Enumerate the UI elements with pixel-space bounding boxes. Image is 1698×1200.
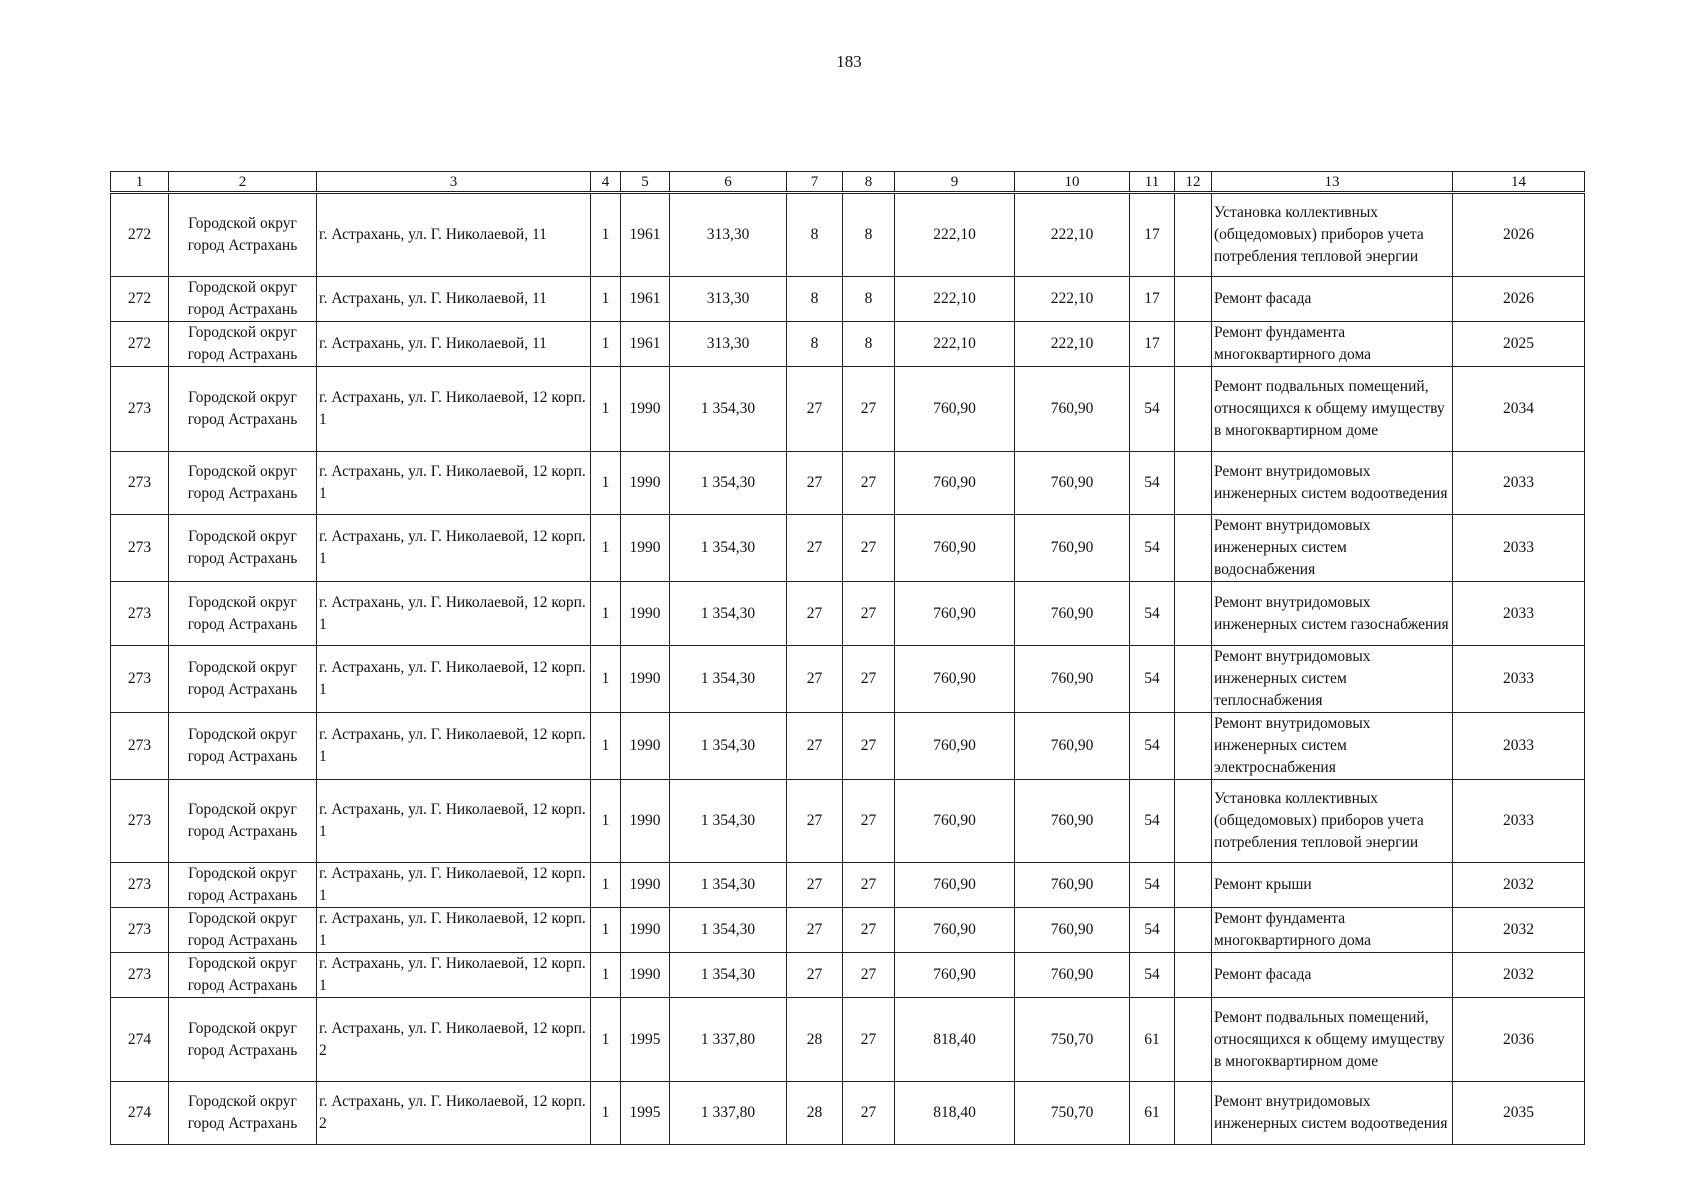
cell-col-11: 54	[1130, 953, 1175, 998]
cell-work-type: Ремонт внутридомовых инженерных систем теплоснабжения	[1212, 646, 1453, 713]
cell-row-number: 273	[111, 863, 169, 908]
cell-col-4: 1	[591, 277, 621, 322]
cell-col-11: 54	[1130, 780, 1175, 863]
cell-col-4: 1	[591, 713, 621, 780]
cell-col-7: 28	[787, 998, 843, 1082]
cell-col-4: 1	[591, 322, 621, 367]
cell-planned-year: 2034	[1453, 367, 1585, 452]
cell-work-type: Ремонт фундамента многоквартирного дома	[1212, 322, 1453, 367]
table-body	[111, 193, 1585, 1145]
cell-row-number: 273	[111, 582, 169, 646]
cell-col-12	[1175, 582, 1212, 646]
cell-planned-year: 2032	[1453, 953, 1585, 998]
cell-address: г. Астрахань, ул. Г. Николаевой, 11	[317, 322, 591, 367]
cell-col-4: 1	[591, 367, 621, 452]
cell-planned-year: 2033	[1453, 582, 1585, 646]
cell-address: г. Астрахань, ул. Г. Николаевой, 11	[317, 277, 591, 322]
cell-col-11: 61	[1130, 1082, 1175, 1145]
cell-row-number: 272	[111, 193, 169, 277]
cell-col-12	[1175, 780, 1212, 863]
cell-col-9: 222,10	[895, 277, 1015, 322]
cell-col-10: 760,90	[1015, 646, 1130, 713]
cell-col-12	[1175, 1082, 1212, 1145]
cell-col-4: 1	[591, 646, 621, 713]
cell-col-7: 28	[787, 1082, 843, 1145]
column-number: 6	[670, 172, 787, 193]
cell-col-9: 222,10	[895, 193, 1015, 277]
page-number: 183	[836, 52, 862, 71]
cell-area: 1 354,30	[670, 713, 787, 780]
cell-work-type: Ремонт внутридомовых инженерных систем водоотведения	[1212, 452, 1453, 515]
cell-area: 313,30	[670, 322, 787, 367]
cell-area: 1 354,30	[670, 953, 787, 998]
cell-municipality: Городской округ город Астрахань	[169, 277, 317, 322]
cell-col-11: 54	[1130, 582, 1175, 646]
cell-address: г. Астрахань, ул. Г. Николаевой, 12 корп. 1	[317, 582, 591, 646]
cell-address: г. Астрахань, ул. Г. Николаевой, 12 корп. 1	[317, 908, 591, 953]
cell-year: 1961	[621, 193, 670, 277]
cell-area: 1 337,80	[670, 1082, 787, 1145]
table-row	[111, 713, 1585, 780]
cell-row-number: 273	[111, 452, 169, 515]
cell-row-number: 274	[111, 998, 169, 1082]
cell-address: г. Астрахань, ул. Г. Николаевой, 12 корп. 1	[317, 713, 591, 780]
cell-work-type: Ремонт фундамента многоквартирного дома	[1212, 908, 1453, 953]
cell-row-number: 273	[111, 713, 169, 780]
cell-col-4: 1	[591, 452, 621, 515]
cell-col-9: 760,90	[895, 452, 1015, 515]
cell-col-4: 1	[591, 863, 621, 908]
table-row	[111, 515, 1585, 582]
cell-municipality: Городской округ город Астрахань	[169, 780, 317, 863]
cell-col-10: 760,90	[1015, 953, 1130, 998]
cell-col-12	[1175, 713, 1212, 780]
cell-work-type: Ремонт фасада	[1212, 277, 1453, 322]
cell-area: 1 354,30	[670, 646, 787, 713]
cell-municipality: Городской округ город Астрахань	[169, 646, 317, 713]
cell-address: г. Астрахань, ул. Г. Николаевой, 12 корп. 1	[317, 780, 591, 863]
cell-col-8: 27	[843, 780, 895, 863]
cell-col-7: 27	[787, 367, 843, 452]
cell-area: 1 354,30	[670, 863, 787, 908]
cell-col-9: 818,40	[895, 1082, 1015, 1145]
cell-col-9: 760,90	[895, 863, 1015, 908]
cell-col-11: 54	[1130, 908, 1175, 953]
cell-col-10: 750,70	[1015, 1082, 1130, 1145]
cell-year: 1990	[621, 582, 670, 646]
column-number: 11	[1130, 172, 1175, 193]
cell-col-11: 54	[1130, 515, 1175, 582]
cell-address: г. Астрахань, ул. Г. Николаевой, 12 корп. 1	[317, 367, 591, 452]
table-row	[111, 646, 1585, 713]
cell-col-10: 760,90	[1015, 863, 1130, 908]
cell-municipality: Городской округ город Астрахань	[169, 452, 317, 515]
cell-address: г. Астрахань, ул. Г. Николаевой, 12 корп. 2	[317, 1082, 591, 1145]
cell-area: 313,30	[670, 277, 787, 322]
cell-year: 1990	[621, 713, 670, 780]
cell-row-number: 274	[111, 1082, 169, 1145]
cell-col-7: 8	[787, 193, 843, 277]
cell-planned-year: 2026	[1453, 277, 1585, 322]
cell-col-8: 27	[843, 515, 895, 582]
cell-row-number: 273	[111, 515, 169, 582]
column-number: 14	[1453, 172, 1585, 193]
cell-col-4: 1	[591, 1082, 621, 1145]
cell-year: 1990	[621, 953, 670, 998]
cell-year: 1990	[621, 367, 670, 452]
cell-work-type: Ремонт внутридомовых инженерных систем водоотведения	[1212, 1082, 1453, 1145]
column-number: 9	[895, 172, 1015, 193]
table-row	[111, 863, 1585, 908]
cell-area: 1 354,30	[670, 452, 787, 515]
cell-planned-year: 2032	[1453, 908, 1585, 953]
cell-col-12	[1175, 193, 1212, 277]
cell-municipality: Городской округ город Астрахань	[169, 367, 317, 452]
cell-col-11: 54	[1130, 863, 1175, 908]
column-number: 2	[169, 172, 317, 193]
cell-work-type: Ремонт внутридомовых инженерных систем газоснабжения	[1212, 582, 1453, 646]
cell-col-8: 27	[843, 582, 895, 646]
cell-row-number: 272	[111, 322, 169, 367]
column-number: 10	[1015, 172, 1130, 193]
cell-col-7: 27	[787, 582, 843, 646]
cell-col-12	[1175, 908, 1212, 953]
cell-col-8: 27	[843, 863, 895, 908]
cell-col-4: 1	[591, 908, 621, 953]
cell-planned-year: 2025	[1453, 322, 1585, 367]
table-row	[111, 1082, 1585, 1145]
cell-col-8: 27	[843, 367, 895, 452]
column-number: 12	[1175, 172, 1212, 193]
cell-year: 1995	[621, 998, 670, 1082]
cell-col-8: 27	[843, 646, 895, 713]
cell-col-10: 760,90	[1015, 780, 1130, 863]
cell-col-7: 27	[787, 713, 843, 780]
cell-planned-year: 2035	[1453, 1082, 1585, 1145]
cell-col-9: 760,90	[895, 367, 1015, 452]
cell-col-12	[1175, 998, 1212, 1082]
cell-col-9: 760,90	[895, 953, 1015, 998]
column-number: 7	[787, 172, 843, 193]
cell-area: 1 354,30	[670, 780, 787, 863]
cell-col-7: 27	[787, 863, 843, 908]
cell-planned-year: 2032	[1453, 863, 1585, 908]
cell-col-9: 760,90	[895, 780, 1015, 863]
table-row	[111, 998, 1585, 1082]
cell-col-11: 17	[1130, 322, 1175, 367]
column-number: 13	[1212, 172, 1453, 193]
cell-col-11: 17	[1130, 193, 1175, 277]
cell-col-7: 27	[787, 646, 843, 713]
cell-area: 313,30	[670, 193, 787, 277]
cell-row-number: 272	[111, 277, 169, 322]
table-row	[111, 582, 1585, 646]
cell-col-12	[1175, 863, 1212, 908]
cell-col-7: 27	[787, 953, 843, 998]
table-row	[111, 367, 1585, 452]
cell-col-4: 1	[591, 953, 621, 998]
cell-col-7: 27	[787, 780, 843, 863]
cell-address: г. Астрахань, ул. Г. Николаевой, 11	[317, 193, 591, 277]
cell-col-8: 8	[843, 322, 895, 367]
cell-col-11: 54	[1130, 646, 1175, 713]
cell-work-type: Ремонт фасада	[1212, 953, 1453, 998]
cell-year: 1990	[621, 780, 670, 863]
cell-address: г. Астрахань, ул. Г. Николаевой, 12 корп. 1	[317, 515, 591, 582]
cell-col-7: 8	[787, 277, 843, 322]
cell-col-8: 8	[843, 193, 895, 277]
table-row	[111, 277, 1585, 322]
cell-municipality: Городской округ город Астрахань	[169, 953, 317, 998]
cell-year: 1961	[621, 277, 670, 322]
cell-col-4: 1	[591, 582, 621, 646]
column-number: 1	[111, 172, 169, 193]
cell-col-11: 61	[1130, 998, 1175, 1082]
cell-col-7: 27	[787, 515, 843, 582]
cell-work-type: Установка коллективных (общедомовых) приборов учета потребления тепловой энергии	[1212, 780, 1453, 863]
cell-col-10: 222,10	[1015, 322, 1130, 367]
cell-year: 1990	[621, 863, 670, 908]
cell-col-11: 54	[1130, 452, 1175, 515]
cell-col-9: 760,90	[895, 646, 1015, 713]
column-number-row	[111, 172, 1585, 193]
table-row	[111, 953, 1585, 998]
cell-area: 1 354,30	[670, 908, 787, 953]
cell-col-8: 27	[843, 998, 895, 1082]
cell-col-11: 17	[1130, 277, 1175, 322]
cell-planned-year: 2026	[1453, 193, 1585, 277]
cell-municipality: Городской округ город Астрахань	[169, 713, 317, 780]
table-row	[111, 322, 1585, 367]
cell-col-9: 222,10	[895, 322, 1015, 367]
cell-address: г. Астрахань, ул. Г. Николаевой, 12 корп. 1	[317, 953, 591, 998]
column-number: 5	[621, 172, 670, 193]
cell-col-12	[1175, 953, 1212, 998]
cell-col-8: 8	[843, 277, 895, 322]
cell-planned-year: 2033	[1453, 780, 1585, 863]
cell-work-type: Установка коллективных (общедомовых) приборов учета потребления тепловой энергии	[1212, 193, 1453, 277]
cell-year: 1995	[621, 1082, 670, 1145]
cell-col-9: 760,90	[895, 713, 1015, 780]
cell-municipality: Городской округ город Астрахань	[169, 863, 317, 908]
cell-col-8: 27	[843, 908, 895, 953]
cell-col-8: 27	[843, 953, 895, 998]
cell-col-12	[1175, 452, 1212, 515]
cell-year: 1961	[621, 322, 670, 367]
cell-col-4: 1	[591, 515, 621, 582]
capital-repair-table	[110, 171, 1585, 1145]
cell-municipality: Городской округ город Астрахань	[169, 582, 317, 646]
cell-work-type: Ремонт внутридомовых инженерных систем электроснабжения	[1212, 713, 1453, 780]
cell-col-9: 760,90	[895, 515, 1015, 582]
cell-col-7: 27	[787, 908, 843, 953]
table-row	[111, 908, 1585, 953]
cell-address: г. Астрахань, ул. Г. Николаевой, 12 корп. 2	[317, 998, 591, 1082]
cell-col-7: 27	[787, 452, 843, 515]
cell-row-number: 273	[111, 367, 169, 452]
cell-area: 1 337,80	[670, 998, 787, 1082]
cell-planned-year: 2033	[1453, 713, 1585, 780]
cell-col-8: 27	[843, 713, 895, 780]
cell-row-number: 273	[111, 780, 169, 863]
cell-col-10: 760,90	[1015, 582, 1130, 646]
cell-col-9: 818,40	[895, 998, 1015, 1082]
cell-row-number: 273	[111, 908, 169, 953]
cell-planned-year: 2033	[1453, 646, 1585, 713]
cell-col-12	[1175, 515, 1212, 582]
cell-address: г. Астрахань, ул. Г. Николаевой, 12 корп. 1	[317, 452, 591, 515]
cell-col-10: 760,90	[1015, 908, 1130, 953]
cell-planned-year: 2033	[1453, 515, 1585, 582]
cell-work-type: Ремонт подвальных помещений, относящихся к общему имуществу в многоквартирном доме	[1212, 998, 1453, 1082]
cell-col-10: 760,90	[1015, 367, 1130, 452]
cell-municipality: Городской округ город Астрахань	[169, 322, 317, 367]
cell-municipality: Городской округ город Астрахань	[169, 193, 317, 277]
cell-col-12	[1175, 367, 1212, 452]
cell-planned-year: 2036	[1453, 998, 1585, 1082]
cell-col-11: 54	[1130, 713, 1175, 780]
cell-col-12	[1175, 646, 1212, 713]
cell-year: 1990	[621, 515, 670, 582]
cell-work-type: Ремонт крыши	[1212, 863, 1453, 908]
cell-area: 1 354,30	[670, 515, 787, 582]
cell-col-4: 1	[591, 780, 621, 863]
cell-row-number: 273	[111, 953, 169, 998]
cell-col-10: 760,90	[1015, 515, 1130, 582]
cell-col-10: 222,10	[1015, 193, 1130, 277]
cell-year: 1990	[621, 646, 670, 713]
cell-address: г. Астрахань, ул. Г. Николаевой, 12 корп. 1	[317, 646, 591, 713]
cell-address: г. Астрахань, ул. Г. Николаевой, 12 корп. 1	[317, 863, 591, 908]
column-number: 3	[317, 172, 591, 193]
cell-municipality: Городской округ город Астрахань	[169, 998, 317, 1082]
cell-col-9: 760,90	[895, 582, 1015, 646]
cell-municipality: Городской округ город Астрахань	[169, 908, 317, 953]
cell-work-type: Ремонт внутридомовых инженерных систем водоснабжения	[1212, 515, 1453, 582]
cell-col-12	[1175, 322, 1212, 367]
table-row	[111, 452, 1585, 515]
cell-col-9: 760,90	[895, 908, 1015, 953]
cell-planned-year: 2033	[1453, 452, 1585, 515]
cell-col-8: 27	[843, 452, 895, 515]
cell-col-12	[1175, 277, 1212, 322]
cell-municipality: Городской округ город Астрахань	[169, 1082, 317, 1145]
cell-year: 1990	[621, 452, 670, 515]
cell-col-11: 54	[1130, 367, 1175, 452]
column-number: 4	[591, 172, 621, 193]
cell-col-10: 222,10	[1015, 277, 1130, 322]
cell-col-4: 1	[591, 193, 621, 277]
cell-col-10: 760,90	[1015, 713, 1130, 780]
cell-col-10: 760,90	[1015, 452, 1130, 515]
table-row	[111, 193, 1585, 277]
cell-area: 1 354,30	[670, 582, 787, 646]
cell-work-type: Ремонт подвальных помещений, относящихся к общему имуществу в многоквартирном доме	[1212, 367, 1453, 452]
cell-municipality: Городской округ город Астрахань	[169, 515, 317, 582]
cell-col-10: 750,70	[1015, 998, 1130, 1082]
cell-col-4: 1	[591, 998, 621, 1082]
cell-row-number: 273	[111, 646, 169, 713]
table-row	[111, 780, 1585, 863]
column-number: 8	[843, 172, 895, 193]
cell-area: 1 354,30	[670, 367, 787, 452]
cell-col-7: 8	[787, 322, 843, 367]
cell-col-8: 27	[843, 1082, 895, 1145]
cell-year: 1990	[621, 908, 670, 953]
